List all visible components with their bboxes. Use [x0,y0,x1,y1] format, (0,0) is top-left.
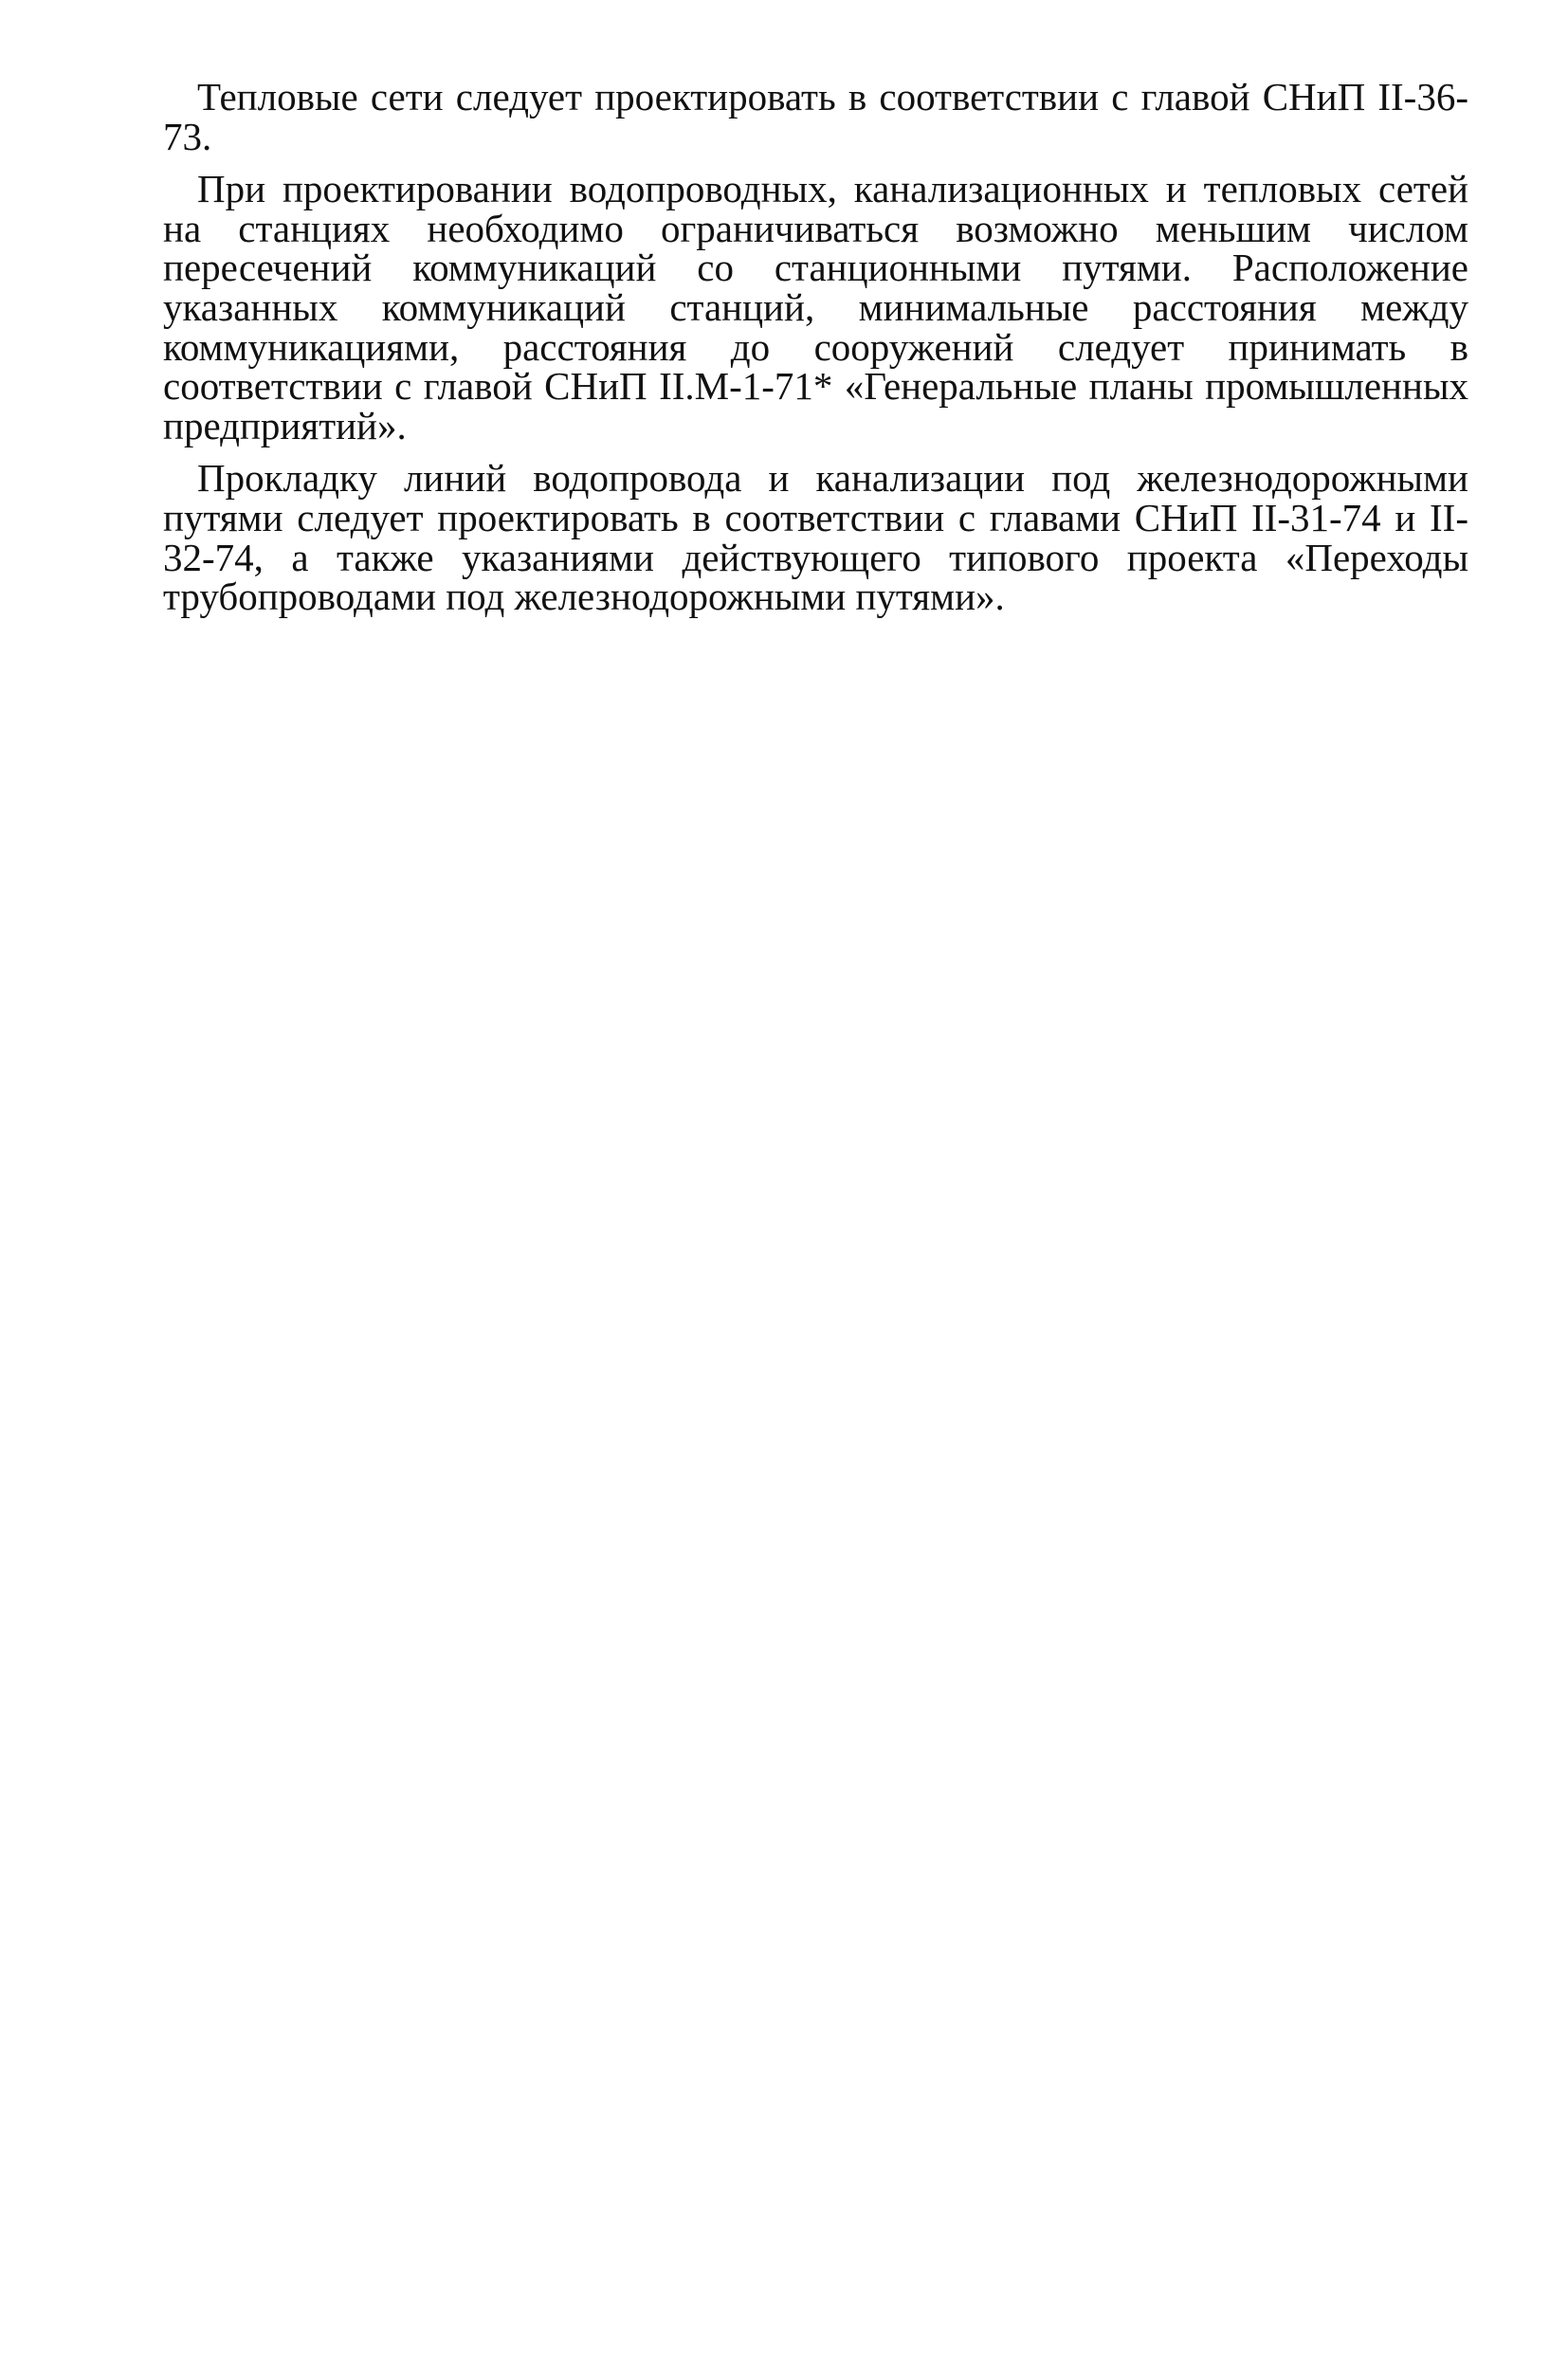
paragraph-station-networks: При проектировании водопроводных, канализационных и тепловых сетей на станциях необходимо ограничиваться возможно меньшим числом пересечений коммуникаций со станционными путями. Расположение указанных коммуникаций станций, минимальные расстояния между коммуникациями, расстояния до сооружений следует принимать в соответствии с главой СНиП II.М-1-71* «Генеральные планы промышленных предприятий». [163,167,1468,447]
body-text [163,75,1468,630]
paragraph-pipeline-crossings: Прокладку линий водопровода и канализации под железнодорожными путями следует проектировать в соответствии с главами СНиП II-31-74 и II-32-74, а также указаниями действующего типового проекта «Переходы трубопроводами под железнодорожными путями». [163,456,1468,619]
paragraph-heat-networks: Тепловые сети следует проектировать в соответствии с главой СНиП II-36-73. [163,75,1468,158]
